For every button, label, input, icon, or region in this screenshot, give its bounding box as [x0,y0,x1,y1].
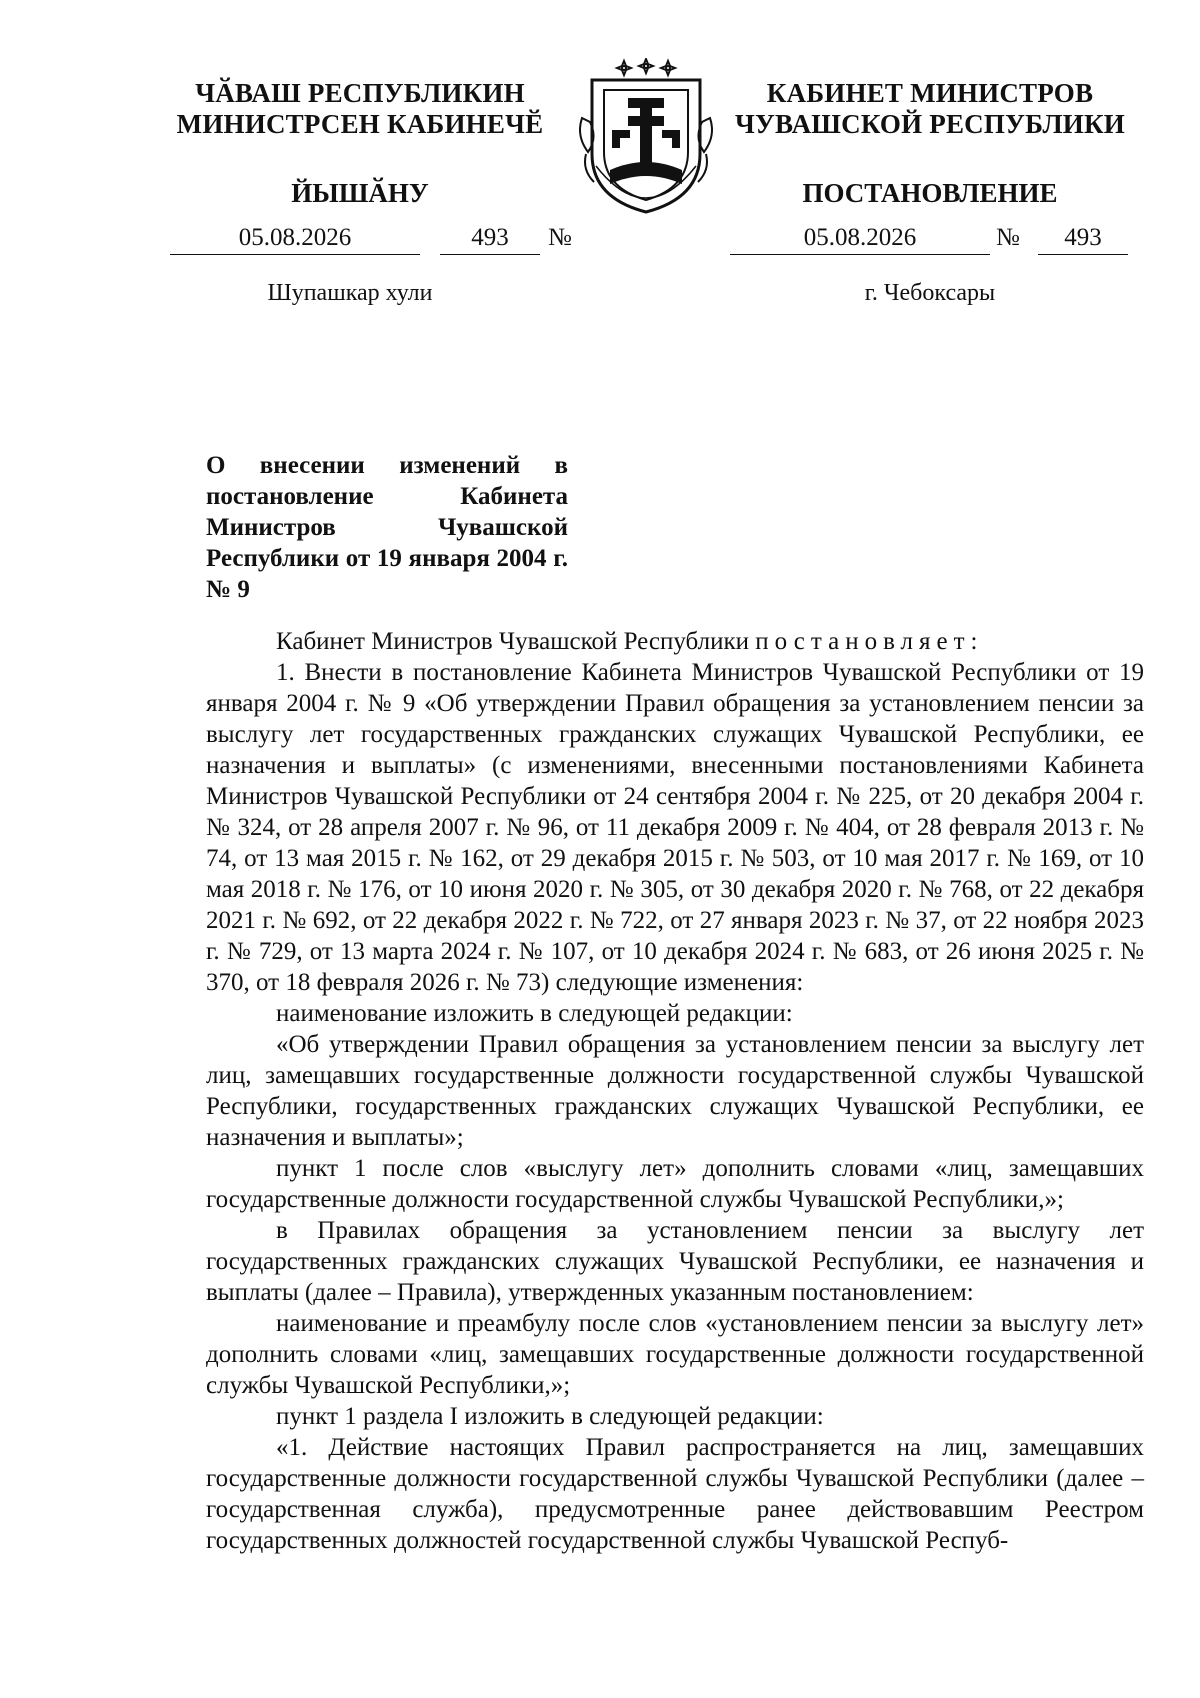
header-right-block [720,78,1140,209]
body-paragraph: пункт 1 после слов «выслугу лет» дополнить словами «лиц, замещавших государственные должности государственной службы Чувашской Республики,»; [206,1155,1144,1213]
body-paragraph: наименование изложить в следующей редакции: [276,1000,793,1027]
body-paragraph: «1. Действие настоящих Правил распространяется на лиц, замещавших государственные должности государственной службы Чувашской Республики (далее – государственная служба), предусмотренные ранее действовавшим Реестром государственных должностей государственной службы Чувашской Респуб- [206,1434,1144,1554]
header-right-line2: ЧУВАШСКОЙ РЕСПУБЛИКИ [735,109,1125,139]
document-body [206,626,1144,1556]
header-right-line1: КАБИНЕТ МИНИСТРОВ [766,78,1094,108]
reg-left-number: 493 [440,224,540,255]
header-right-doc-kind: ПОСТАНОВЛЕНИЕ [802,178,1058,208]
reg-right-date: 05.08.2026 [730,224,990,255]
reg-left-no-sign: № [548,224,572,251]
intro-verb: постановляет: [755,628,984,655]
intro-text: Кабинет Министров Чувашской Республики [276,628,756,655]
body-paragraph: в Правилах обращения за установлением пенсии за выслугу лет государственных гражданских служащих Чувашской Республики, ее назначения и выплаты (далее – Правила), утвержденных указанным постановлением: [206,1217,1144,1306]
header-left-doc-kind: ЙЫШӐНУ [291,178,429,208]
reg-right-no-sign: № [996,224,1020,251]
place-left: Шупашкар хули [267,280,433,306]
body-paragraph: 1. Внести в постановление Кабинета Министров Чувашской Республики от 19 января 2004 г. № 9 «Об утверждении Правил обращения за установлением пенсии за выслугу лет государственных гражданских служащих Чувашской Республики, ее назначения и выплаты» (с изменениями, внесенными постановлениями Кабинета Министров Чувашской Республики от 24 сентября 2004 г. № 225, от 20 декабря 2004 г. № 324, от 28 апреля 2007 г. № 96, от 11 декабря 2009 г. № 404, от 28 февраля 2013 г. № 74, от 13 мая 2015 г. № 162, от 29 декабря 2015 г. № 503, от 10 мая 2017 г. № 169, от 10 мая 2018 г. № 176, от 10 июня 2020 г. № 305, от 30 декабря 2020 г. № 768, от 22 декабря 2021 г. № 692, от 22 декабря 2022 г. № 722, от 27 января 2023 г. № 37, от 22 ноября 2023 г. № 729, от 13 марта 2024 г. № 107, от 10 декабря 2024 г. № 683, от 26 июня 2025 г. № 370, от 18 февраля 2026 г. № 73) следующие изменения: [206,659,1144,996]
reg-left-date: 05.08.2026 [170,224,420,255]
intro-paragraph [206,626,1144,657]
place-right: г. Чебоксары [864,280,996,306]
body-paragraph: пункт 1 раздела I изложить в следующей редакции: [276,1403,824,1430]
body-paragraph: «Об утверждении Правил обращения за установлением пенсии за выслугу лет лиц, замещавших государственные должности государственной службы Чувашской Республики, государственных гражданских служащих Чувашской Республики, ее назначения и выплаты»; [206,1031,1144,1151]
header-left-block [150,78,570,209]
header-left-line1: ЧӐВАШ РЕСПУБЛИКИН [195,78,525,108]
body-paragraph: наименование и преамбулу после слов «установлением пенсии за выслугу лет» дополнить словами «лиц, замещавших государственные должности государственной службы Чувашской Республики,»; [206,1310,1144,1399]
chuvash-coat-of-arms-icon [572,58,720,216]
header-left-line2: МИНИСТРСЕН КАБИНЕЧӖ [176,109,544,139]
reg-right-number: 493 [1038,224,1128,255]
document-subject: О внесении изменений в постановление Кабинета Министров Чувашской Республики от 19 января 2004 г. № 9 [206,452,568,603]
